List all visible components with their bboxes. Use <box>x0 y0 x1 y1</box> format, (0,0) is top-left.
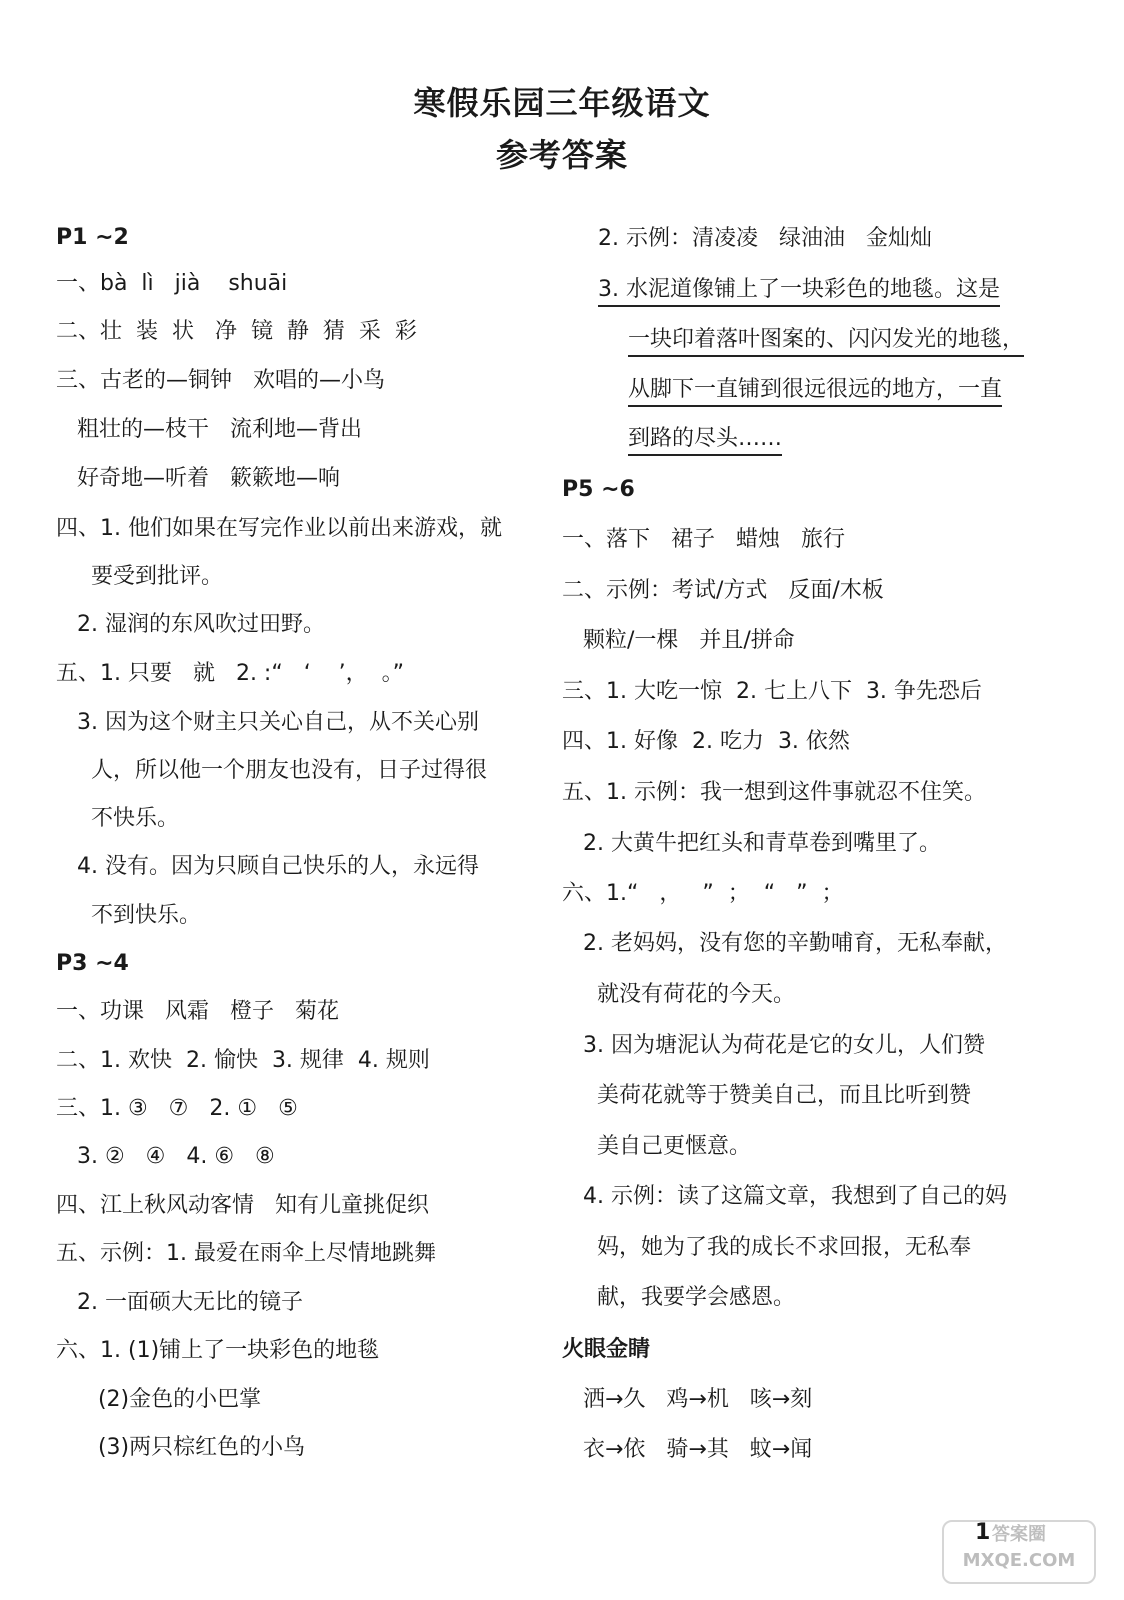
answer-line: 一、落下 裙子 蜡烛 旅行 <box>562 527 845 552</box>
answer-line: 衣→依 骑→其 蚊→闻 <box>562 1437 813 1462</box>
underlined-answer-line <box>628 425 782 453</box>
underlined-text: 到路的尽头…… <box>628 426 782 456</box>
section-heading: P3 ~4 <box>56 951 129 976</box>
answer-line: 美荷花就等于赞美自己，而且比听到赞 <box>562 1083 971 1108</box>
watermark-logo <box>942 1520 1096 1584</box>
answer-line: 一、bà lì jià shuāi <box>56 271 288 296</box>
answer-line: 洒→久 鸡→机 咳→刻 <box>562 1387 813 1412</box>
answer-line: 三、古老的—铜钟 欢唱的—小鸟 <box>56 368 385 393</box>
answer-line: 五、1. 只要 就 2. :“ ‘ ’， 。” <box>56 661 405 686</box>
answer-line: 不快乐。 <box>56 806 179 831</box>
answer-line: 要受到批评。 <box>56 564 223 589</box>
answer-line: 二、壮 装 状 净 镜 静 猜 采 彩 <box>56 319 417 344</box>
underlined-answer-line <box>628 376 1002 404</box>
answer-line: 妈，她为了我的成长不求回报，无私奉 <box>562 1235 971 1260</box>
answer-line: 4. 示例：读了这篇文章，我想到了自己的妈 <box>562 1184 1007 1209</box>
answer-line: 不到快乐。 <box>56 903 201 928</box>
page-title: 寒假乐园三年级语文 <box>413 84 711 122</box>
watermark-url: MXQE.COM <box>962 1550 1076 1571</box>
answer-line: 粗壮的—枝干 流利地—背出 <box>56 417 362 442</box>
answer-line: 四、1. 好像 2. 吃力 3. 依然 <box>562 729 850 754</box>
answer-line: 六、1.“ ， ” ； “ ” ； <box>562 881 844 906</box>
answer-line: 4. 没有。因为只顾自己快乐的人，永远得 <box>56 854 479 879</box>
underlined-answer-line <box>628 326 1024 354</box>
watermark-text: 答案圈 <box>992 1524 1046 1545</box>
underlined-text: 从脚下一直铺到很远很远的地方，一直 <box>628 377 1002 407</box>
section-heading: 火眼金睛 <box>562 1337 651 1362</box>
section-heading: P1 ~2 <box>56 225 129 250</box>
section-heading: P5 ~6 <box>562 477 635 502</box>
answer-line: 3. 因为塘泥认为荷花是它的女儿，人们赞 <box>562 1033 985 1058</box>
answer-line: 五、示例：1. 最爱在雨伞上尽情地跳舞 <box>56 1241 436 1266</box>
answer-line: 四、1. 他们如果在写完作业以前出来游戏，就 <box>56 516 502 541</box>
underlined-answer-line <box>598 276 1000 304</box>
answer-line: 2. 湿润的东风吹过田野。 <box>56 612 325 637</box>
answer-line: 2. 一面硕大无比的镜子 <box>56 1290 303 1315</box>
page-number: 1 <box>975 1520 991 1545</box>
answer-line: 三、1. 大吃一惊 2. 七上八下 3. 争先恐后 <box>562 679 982 704</box>
answer-line: 2. 老妈妈，没有您的辛勤哺育，无私奉献， <box>562 931 1007 956</box>
answer-line: 五、1. 示例：我一想到这件事就忍不住笑。 <box>562 780 986 805</box>
answer-line: 3. 因为这个财主只关心自己，从不关心别 <box>56 710 479 735</box>
underlined-text: 3. 水泥道像铺上了一块彩色的地毯。这是 <box>598 277 1000 307</box>
underlined-text: 一块印着落叶图案的、闪闪发光的地毯， <box>628 327 1024 357</box>
answer-line: 六、1. (1)铺上了一块彩色的地毯 <box>56 1338 380 1363</box>
answer-line: 好奇地—听着 簌簌地—响 <box>56 466 340 491</box>
answer-line: 二、1. 欢快 2. 愉快 3. 规律 4. 规则 <box>56 1048 430 1073</box>
answer-line: 献，我要学会感恩。 <box>562 1285 795 1310</box>
answer-line: (3)两只棕红色的小鸟 <box>56 1435 306 1460</box>
answer-line: 一、功课 风霜 橙子 菊花 <box>56 999 339 1024</box>
answer-line: 颗粒/一棵 并且/拼命 <box>562 628 795 653</box>
answer-line: 二、示例：考试/方式 反面/木板 <box>562 578 884 603</box>
answer-line: 三、1. ③ ⑦ 2. ① ⑤ <box>56 1096 298 1121</box>
answer-line: 3. ② ④ 4. ⑥ ⑧ <box>56 1144 275 1169</box>
answer-line: 2. 示例：清凌凌 绿油油 金灿灿 <box>598 226 932 251</box>
page-subtitle: 参考答案 <box>495 136 628 174</box>
answer-line: 2. 大黄牛把红头和青草卷到嘴里了。 <box>562 831 941 856</box>
answer-line: (2)金色的小巴掌 <box>56 1387 262 1412</box>
answer-line: 四、江上秋风动客情 知有儿童挑促织 <box>56 1193 429 1218</box>
answer-line: 人，所以他一个朋友也没有，日子过得很 <box>56 758 487 783</box>
answer-line: 美自己更惬意。 <box>562 1134 751 1159</box>
answer-line: 就没有荷花的今天。 <box>562 982 795 1007</box>
